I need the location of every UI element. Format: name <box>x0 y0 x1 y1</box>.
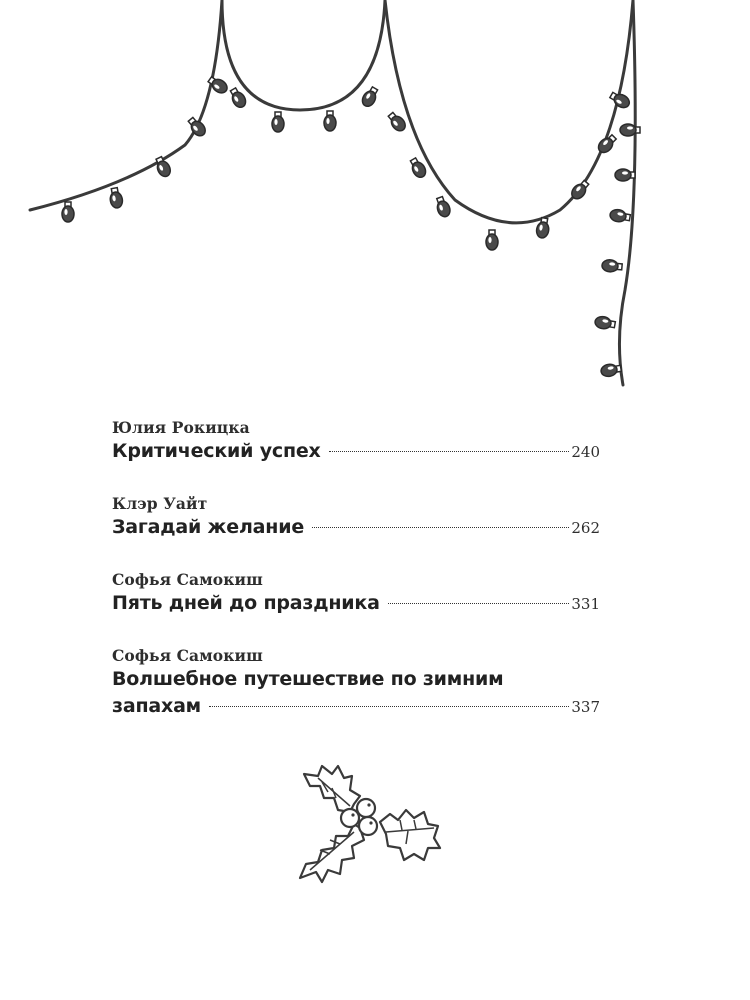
entry-title-line <box>112 590 600 618</box>
light-bulb-icon <box>486 230 498 250</box>
toc-entry <box>112 570 600 618</box>
light-bulb-icon <box>615 169 635 181</box>
light-bulb-icon <box>600 362 622 377</box>
dot-leader <box>312 527 569 528</box>
entry-page-number: 240 <box>571 443 600 461</box>
dot-leader <box>329 451 570 452</box>
entry-page-number: 262 <box>571 519 600 537</box>
light-bulb-icon <box>324 111 336 131</box>
light-bulb-icon <box>272 112 284 132</box>
entry-title: Пять дней до праздника <box>112 592 380 614</box>
light-bulb-icon <box>186 115 208 138</box>
light-bulb-icon <box>62 202 74 222</box>
entry-author: Юлия Рокицка <box>112 418 250 437</box>
entry-author: Софья Самокиш <box>112 570 263 589</box>
string-lights-garland-icon <box>0 0 750 400</box>
entry-author: Софья Самокиш <box>112 646 263 665</box>
entry-title-line <box>112 438 600 466</box>
toc-entry <box>112 418 600 466</box>
light-bulb-icon <box>228 86 248 109</box>
toc-entry <box>112 646 600 721</box>
toc-entry <box>112 494 600 542</box>
table-of-contents <box>112 418 600 721</box>
light-bulb-icon <box>609 208 631 223</box>
dot-leader <box>209 706 569 707</box>
light-bulb-icon <box>153 155 172 178</box>
light-bulb-icon <box>386 110 408 133</box>
light-bulb-icon <box>434 196 452 219</box>
entry-title-line <box>112 514 600 542</box>
entry-title: Загадай желание <box>112 516 305 538</box>
entry-title: Критический успех <box>112 440 321 462</box>
light-bulb-icon <box>408 156 428 179</box>
light-bulb-icon <box>594 315 616 330</box>
entry-page-number: 331 <box>571 595 600 613</box>
entry-title-line <box>112 693 600 721</box>
light-bulb-icon <box>620 124 640 136</box>
light-bulb-icon <box>108 187 123 209</box>
entry-title-first-line: Волшебное путешествие по зимним <box>112 668 504 690</box>
entry-title-continuation: запахам <box>112 695 202 717</box>
entry-author: Клэр Уайт <box>112 494 208 513</box>
dot-leader <box>388 603 570 604</box>
entry-page-number: 337 <box>571 698 600 716</box>
light-bulb-icon <box>602 259 623 273</box>
light-bulb-icon <box>360 85 380 108</box>
holly-sprig-icon <box>288 762 448 892</box>
